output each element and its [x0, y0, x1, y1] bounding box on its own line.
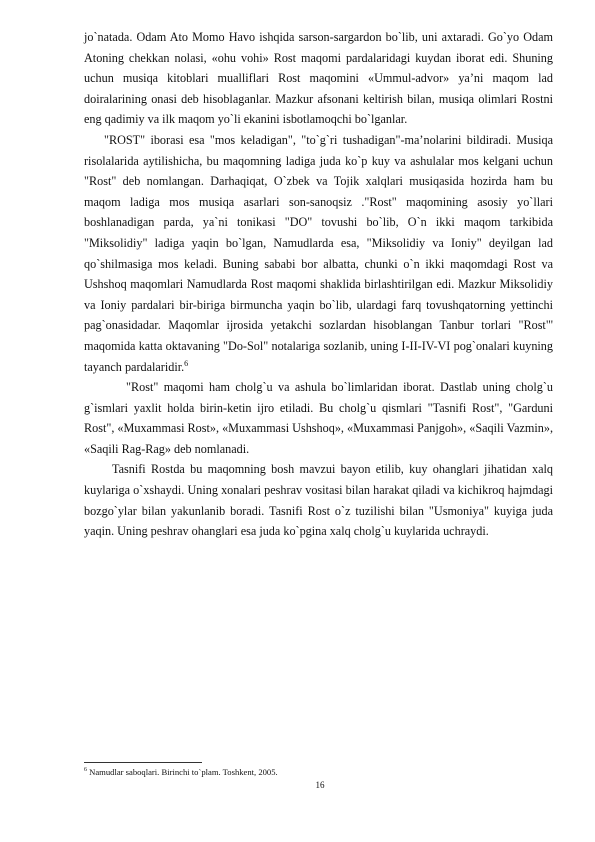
body-text	[84, 27, 553, 542]
footnote-marker: 6	[84, 767, 87, 774]
paragraph-2	[84, 130, 553, 377]
footnote-divider	[84, 762, 202, 763]
footnote-reference[interactable]: 6	[184, 358, 189, 368]
paragraph-3: "Rost" maqomi ham cholg`u va ashula bo`limlaridan iborat. Dastlab uning cholg`u g`ismlari yaxlit holda birin-ketin ijro etiladi. Bu cholg`u qismlari "Tasnifi Rost", "Garduni Rost", «Muxammasi Rost», «Muxammasi Ushshoq», «Muxammasi Panjgoh», «Saqili Vazmin», «Saqili Rag-Rag» deb nomlanadi.	[84, 380, 553, 456]
paragraph-1: jo`natada. Odam Ato Momo Havo ishqida sarson-sargardon bo`lib, uni axtaradi. Go`yo Odam Atoning chekkan nolasi, «ohu vohi» Rost maqomi pardalaridagi kuydan iborat edi. Shuning uchun musiqa kitoblari mualliflari Rost maqomini «Ummul-advor» ya’ni maqom lad doiralarining onasi deb hisoblaganlar. Mazkur afsonani keltirish bilan, musiqa olimlari Rostni eng qadimiy va ilk maqom yo`li ekanini isbotlamoqchi bo`lganlar.	[84, 30, 553, 127]
footnote	[84, 767, 553, 777]
paragraph-2-text: "ROST" iborasi esa "mos keladigan", "to`g`ri tushadigan"-ma’nolarini bildiradi. Musiqa risolalarida aytilishicha, bu maqomning ladiga juda ko`p kuy va ashulalar mos kelgani uchun "Rost" deb nomlangan. Darhaqiqat, O`zbek va Tojik xalqlari musiqasida hozirda ham bu maqom ladiga mos musiqa asarlari son-sanoqsiz ."Rost" maqomining asosiy yo`llari boshlanadigan parda, ya`ni tonikasi "DO" tovushi bo`lib, O`n ikki maqom tarkibida "Miksolidiy" ladiga yaqin bo`lgan, Namudlarda esa, "Miksolidiy va Ioniy" deyilgan lad qo`shilmasiga mos keladi. Buning sababi bor albatta, chunki o`n ikki maqomdagi Rost va Ushshoq maqomlari Namudlarda Rost maqomi shaklida birlashtirilgan edi. Mazkur Miksolidiy va Ioniy pardalari bir-biriga birmuncha yaqin bo`lib, ulardagi farq tovushqatorning yettinchi pag`onasidadar. Maqomlar ijrosida yetakchi sozlardan hisoblangan Tanbur torlari "Rost"' maqomida katta oktavaning "Do-Sol" notalariga sozlanib, uning I-II-IV-VI pog`onalari kuyning tayanch pardalaridir.	[84, 132, 553, 374]
page-number: 16	[315, 780, 325, 790]
paragraph-4: Tasnifi Rostda bu maqomning bosh mavzui bayon etilib, kuy ohanglari jihatidan xalq kuylariga o`xshaydi. Uning xonalari peshrav vositasi bilan harakat qiladi va kichikroq hajmdagi bozgo`ylar bilan yakunlanib boradi. Tasnifi Rost o`z tuzilishi bilan "Usmoniya" kuyiga juda yaqin. Uning peshrav ohanglari esa juda ko`pgina xalq cholg`u kuylarida uchraydi.	[84, 462, 553, 539]
footnote-text: Namudlar saboqlari. Birinchi to`plam. Toshkent, 2005.	[89, 767, 278, 777]
